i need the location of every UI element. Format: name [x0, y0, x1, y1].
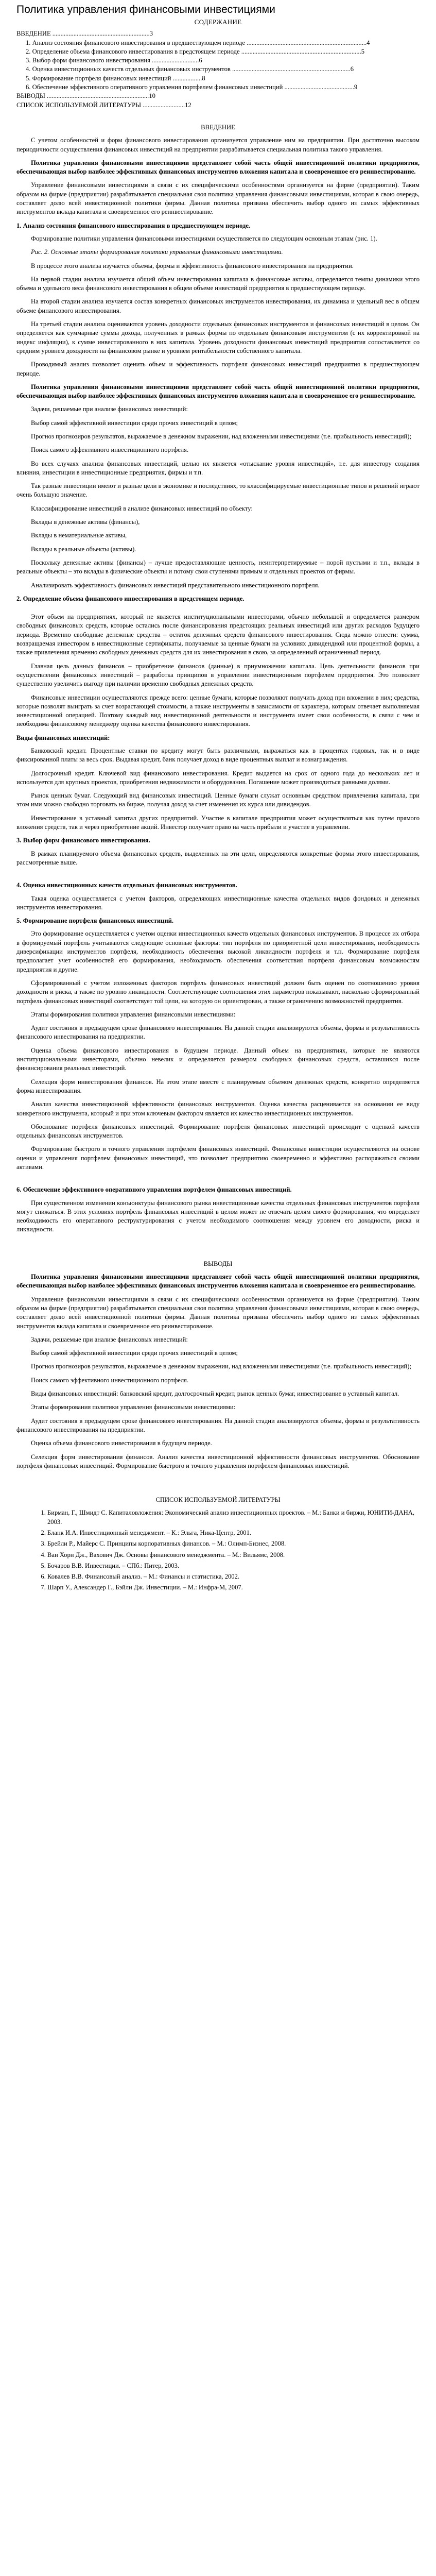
- paragraph: Селекция форм инвестирования финансов. Анализ качества инвестиционной эффективности финансовых инструментов. Обоснование портфеля финансовых инвестиций. Формирование быстрого и точного управления портфелем финансовых инвестиций.: [16, 1453, 420, 1469]
- paragraph: Рынок ценных бумаг. Следующий вид финансовых инвестиций. Ценные бумаги служат основным средством привлечения капитала, при этом ими можно свободно торговать на бирже, получая доход за счет изменения их курса или дивидендов.: [16, 792, 420, 808]
- paragraph: Инвестирование в уставный капитал других предприятий. Участие в капитале предприятия может осуществляться как путем прямого вложения средств, так и через приобретение акций. Инвестор получает право на часть прибыли и участие в управлении.: [16, 814, 420, 831]
- paragraph: Политика управления финансовыми инвестициями представляет собой часть общей инвестиционной политики предприятия, обеспечивающая выбор наиболее эффективных финансовых инструментов вложения капитала и своевременное его реинвестирование.: [16, 159, 420, 176]
- paragraph: Выбор самой эффективной инвестиции среди прочих инвестиций в целом;: [31, 1349, 238, 1357]
- paragraph: Оценка объема финансового инвестирования в будущем периоде. Данный объем на предприятиях, которые не являются институциональными инвесторами, обычно невелик и определяется размером свободных финансовых средств, оставшихся после финансирования реальных инвестиций.: [16, 1046, 420, 1072]
- reference-item: 6. Ковалев В.В. Финансовый анализ. – М.: Финансы и статистика, 2002.: [47, 1572, 420, 1581]
- paragraph: Аудит состояния в предыдущем сроке финансового инвестирования. На данной стадии анализируются объемы, формы и результативность финансового инвестирования на предприятии.: [16, 1024, 420, 1041]
- toc-entry[interactable]: СПИСОК ИСПОЛЬЗУЕМОЙ ЛИТЕРАТУРЫ ..........................12: [16, 101, 191, 109]
- references-heading: СПИСОК ИСПОЛЬЗУЕМОЙ ЛИТЕРАТУРЫ: [155, 1496, 281, 1504]
- toc-entry[interactable]: 6. Обеспечение эффективного оперативного управления портфелем финансовых инвестиций ...........................................9: [26, 83, 358, 91]
- paragraph: При существенном изменении конъюнктуры финансового рынка инвестиционные качества отдельных финансовых инструментов портфеля могут снижаться. В этих условиях портфель финансовых инвестиций в целом может не отвечать целям своего формирования, что определяет необходимость его оперативного реструктурирования с учетом необходимого соотношения между уровнем его доходности, риска и ликвидности.: [16, 1199, 420, 1233]
- references-list: [16, 1509, 420, 1592]
- figure-caption: Рис. 2. Основные этапы формирования политики управления финансовыми инвестициями.: [31, 248, 283, 256]
- paragraph: Задачи, решаемые при анализе финансовых инвестиций:: [31, 1335, 188, 1343]
- paragraph: Виды финансовых инвестиций: банковский кредит, долгосрочный кредит, рынок ценных бумаг, инвестирование в уставный капитал.: [31, 1390, 399, 1398]
- section-heading-1: 1. Анализ состояния финансового инвестирования в предшествующем периоде.: [16, 222, 251, 229]
- paragraph: Политика управления финансовыми инвестициями представляет собой часть общей инвестиционной политики предприятия, обеспечивающая выбор наиболее эффективных финансовых инструментов вложения капитала и своевременное его реинвестирование.: [16, 383, 420, 400]
- reference-item: 2. Бланк И.А. Инвестиционный менеджмент. – К.: Эльга, Ника-Центр, 2001.: [47, 1529, 420, 1537]
- section-heading-3: 3. Выбор форм финансового инвестирования.: [16, 837, 150, 844]
- paragraph: В процессе этого анализа изучается объемы, формы и эффективность финансового инвестирования на предприятии.: [31, 262, 354, 269]
- toc-entry[interactable]: 1. Анализ состояния финансового инвестирования в предшествующем периоде ..........................................................................4: [26, 39, 370, 46]
- paragraph: Вклады в реальные объекты (активы).: [31, 545, 136, 553]
- paragraph: Этапы формирования политики управления финансовыми инвестициями:: [31, 1010, 236, 1018]
- paragraph: Этот объем на предприятиях, который не является институциональными инвесторами, обычно небольшой и определяется размером свободных финансовых средств, которые остались после финансирования предстоящих реальных инвестиций или других расходов будущего периода. Временно свободные денежные средства – остаток денежных средств финансового инвестирования. Сюда можно отнести: сумма, возвращаемая инвестором в инвестиционные сертификаты, получаемые за ценные бумаги на условиях дивидендной или процентной формы, а также привлечения временно свободных денежных средств для их инвестирования в свою, за определенный ограниченный период.: [16, 613, 420, 656]
- section-heading-2: 2. Определение объема финансового инвестирования в предстоящем периоде.: [16, 595, 245, 602]
- table-of-contents: [16, 18, 420, 110]
- conclusions-heading: ВЫВОДЫ: [203, 1260, 233, 1267]
- intro-heading: ВВЕДЕНИЕ: [201, 123, 235, 131]
- paragraph: Классифицирование инвестиций в анализе финансовых инвестиций по объекту:: [31, 504, 253, 512]
- paragraph: Анализировать эффективность финансовых инвестиций представительного инвестиционного портфеля.: [31, 581, 320, 589]
- subheading-investment-types: Виды финансовых инвестиций:: [16, 734, 110, 741]
- reference-item: 5. Бочаров В.В. Инвестиции. – СПб.: Питер, 2003.: [47, 1562, 420, 1570]
- paragraph: С учетом особенностей и форм финансового инвестирования организуется управление ним на предприятии. При достаточно высоком периодичности осуществления финансовых инвестиций на предприятии разрабатывается специальная политика такого управления.: [16, 137, 420, 153]
- paragraph: Поскольку денежные активы (финансы) – лучше предоставляющие ценность, неинтерпретируемые – порой пустыми и т.п., вклады в реальные объекты – это вклады в физические объекты и потому свои ступенями прямым и отдельных проектов от фирмы.: [16, 558, 420, 575]
- paragraph: Прогноз прогнозиров результатов, выражаемое в денежном выражении, над вложенными инвестициями (т.е. прибыльность инвестиций);: [31, 1363, 411, 1370]
- paragraph: Во всех случаях анализа финансовых инвестиций, целью их является «отыскание уровня инвестиций», т.е. для инвестору создания влияния, инвестиции в инвестиционные предприятия, фирмы и т.п.: [16, 460, 420, 476]
- paragraph: В рамках планируемого объема финансовых средств, выделенных на эти цели, определяются конкретные формы этого инвестирования, рассмотренные выше.: [16, 850, 420, 866]
- paragraph: Формирование политики управления финансовыми инвестициями осуществляется по следующим основным этапам (рис. 1).: [31, 234, 377, 242]
- paragraph: На первой стадии анализа изучается общий объем инвестирования капитала в финансовые активы, определяется темпы динамики этого объема и удельного веса финансового инвестирования в общем объеме инвестиций предприятия в предшествующем периоде.: [16, 275, 420, 292]
- paragraph: Банковский кредит. Процентные ставки по кредиту могут быть различными, выражаться как в процентах годовых, так и в виде фиксированной платы за весь срок. Выдавая кредит, банк получает доход в виде процентных выплат и вознаграждения.: [16, 747, 420, 764]
- paragraph: Этапы формирования политики управления финансовыми инвестициями:: [31, 1403, 236, 1411]
- paragraph: Такая оценка осуществляется с учетом факторов, определяющих инвестиционные качества отдельных видов фондовых и денежных инструментов инвестирования.: [16, 894, 420, 911]
- toc-entry[interactable]: 4. Оценка инвестиционных качеств отдельных финансовых инструментов .........................................................................6: [26, 65, 354, 73]
- toc-heading: СОДЕРЖАНИЕ: [194, 18, 242, 26]
- section-heading-4: 4. Оценка инвестиционных качеств отдельных финансовых инструментов.: [16, 882, 237, 889]
- paragraph: Так разные инвестиции имеют и разные цели в экономике и последствиях, то классифицируемые инвестиционные типов и решений играют очень большую значение.: [16, 482, 420, 499]
- paragraph: Финансовые инвестиции осуществляются прежде всего: ценные бумаги, которые позволяют получить доход при вложении в них; средства, которые позволят выиграть за счет возрастающей стоимости, а также инструменты в зависимости от характера, которым отвечает выполняемая инвестиционной операцией. Поэтому каждый вид инвестиционной деятельности и инструмента имеет свои особенности, в связи с чем и необходима финансовому менеджеру оценка качества финансового инвестирования.: [16, 693, 420, 728]
- paragraph: Формирование быстрого и точного управления портфелем финансовых инвестиций. Финансовые инвестиции осуществляются на основе оценки и управления портфелем финансовых инвестиций, что позволяет предприятию своевременно и эффективно распоряжаться своими активами.: [16, 1145, 420, 1171]
- section-heading-5: 5. Формирование портфеля финансовых инвестиций.: [16, 917, 174, 925]
- paragraph: Это формирование осуществляется с учетом оценки инвестиционных качеств отдельных финансовых инструментов. В процессе их отбора в формируемый портфель учитываются следующие основные факторы: тип портфеля по приоритетной цели инвестирования, необходимость диверсификации инструментов портфеля, необходимость обеспечения высокой ликвидности портфеля и т.п. Формирование портфеля предполагает учет особенностей его формирования, необходимость обеспечения соответствия портфеля финансовым возможностям предприятия и другие.: [16, 930, 420, 973]
- paragraph: Политика управления финансовыми инвестициями представляет собой часть общей инвестиционной политики предприятия, обеспечивающая выбор наиболее эффективных финансовых инструментов вложения капитала и своевременное его реинвестирование.: [16, 1273, 420, 1290]
- paragraph: Выбор самой эффективной инвестиции среди прочих инвестиций в целом;: [31, 419, 238, 427]
- toc-entry[interactable]: 5. Формирование портфеля финансовых инвестиций ..................8: [26, 74, 205, 82]
- paragraph: Главная цель данных финансов – приобретение финансов (данные) в приумножении капитала. Цель деятельности финансов при осуществлении финансовых инвестиций – разработка принципов в управлении инвестиционным портфелем предприятия. Это позволяет существенно увеличить выгоду при наличии временно свободных денежных средств.: [16, 662, 420, 688]
- paragraph: На второй стадии анализа изучается состав конкретных финансовых инструментов инвестирования, их динамика и удельный вес в общем объеме финансового инвестирования.: [16, 298, 420, 314]
- paragraph: Прогноз прогнозиров результатов, выражаемое в денежном выражении, над вложенными инвестициями (т.е. прибыльность инвестиций);: [31, 432, 411, 440]
- paragraph: Управление финансовыми инвестициями в связи с их специфическими особенностями организуется на фирме (предприятии). Таким образом на фирме (предприятии) разрабатывается специальная своя политика управления финансовыми инвестициями, которая в свою очередь, составляет долю всей инвестиционной политики фирмы. Данная политика призвана обеспечить выбор одного из самых эффективных инструментов вклада капитала и своевременное его реинвестирование.: [16, 181, 420, 216]
- paragraph: Селекция форм инвестирования финансов. На этом этапе вместе с планируемым объемом денежных средств, конкретно определяется форма инвестирования.: [16, 1078, 420, 1094]
- toc-entry[interactable]: ВВЕДЕНИЕ ............................................................3: [16, 30, 153, 38]
- toc-list: [16, 29, 420, 110]
- paragraph: Долгосрочный кредит. Ключевой вид финансового инвестирования. Кредит выдается на срок от одного года до нескольких лет и используется для крупных проектов, приобретения недвижимости и оборудования. Погашение может производиться равными долями.: [16, 769, 420, 786]
- paragraph: Проводимый анализ позволяет оценить объем и эффективность портфеля финансовых инвестиций предприятия в предшествующем периоде.: [16, 361, 420, 377]
- paragraph: Аудит состояния в предыдущем сроке финансового инвестирования. На данной стадии анализируются объемы, формы и результативность финансового инвестирования на предприятии.: [16, 1417, 420, 1433]
- document-title: Политика управления финансовыми инвестициями: [16, 4, 275, 15]
- paragraph: Поиск самого эффективного инвестиционного портфеля.: [31, 446, 189, 454]
- toc-entry[interactable]: 3. Выбор форм финансового инвестирования .............................6: [26, 57, 202, 64]
- paragraph: Обоснование портфеля финансовых инвестиций. Формирование портфеля финансовых инвестиций происходит с оценкой качеств отдельных финансовых инструментов.: [16, 1123, 420, 1140]
- paragraph: Вклады в нематериальные активы,: [31, 532, 127, 539]
- paragraph: Сформированный с учетом изложенных факторов портфель финансовых инвестиций должен быть оценен по соотношению уровня доходности и риска, а также по уровню ликвидности. Соответствующие соотношения этих параметров показывают, насколько сформированный портфель финансовых инвестиций соответствует той цели, на которую он ориентирован, а также ограничению возможностей предприятия.: [16, 979, 420, 1005]
- paragraph: Оценка объема финансового инвестирования в будущем периоде.: [31, 1439, 212, 1447]
- reference-item: 4. Ван Хорн Дж., Вахович Дж. Основы финансового менеджмента. – М.: Вильямс, 2008.: [47, 1551, 420, 1560]
- toc-entry[interactable]: 2. Определение объема финансового инвестирования в предстоящем периоде ..........................................................................5: [26, 47, 365, 55]
- paragraph: Вклады в денежные активы (финансы),: [31, 518, 140, 526]
- paragraph: Управление финансовыми инвестициями в связи с их специфическими особенностями организуется на фирме (предприятии). Таким образом на фирме (предприятии) разрабатывается специальная своя политика управления финансовыми инвестициями, которая в свою очередь, составляет долю всей инвестиционной политики фирмы. Данная политика призвана обеспечить выбор одного из самых эффективных инструментов вклада капитала и своевременное его реинвестирование.: [16, 1295, 420, 1330]
- paragraph: Задачи, решаемые при анализе финансовых инвестиций:: [31, 405, 188, 413]
- reference-item: 7. Шарп У., Александер Г., Бэйли Дж. Инвестиции. – М.: Инфра-М, 2007.: [47, 1583, 420, 1592]
- paragraph: На третьей стадии анализа оцениваются уровень доходности отдельных финансовых инструментов и финансовых инвестиций в целом. Он определяется как суммарные суммы дохода, полученных в рамках формы по отдельным финансовым инструментом (с их корректировкой на индекс инфляции), к сумме инвестированного в них капитала. Уровень доходности финансовых инвестиций предприятия сопоставляется со средним уровнем доходности на финансовом рынке и уровнем рентабельности собственного капитала.: [16, 320, 420, 354]
- section-heading-6: 6. Обеспечение эффективного оперативного управления портфелем финансовых инвестиций.: [16, 1186, 292, 1194]
- reference-item: 3. Брейли Р., Майерс С. Принципы корпоративных финансов. – М.: Олимп-Бизнес, 2008.: [47, 1539, 420, 1548]
- toc-entry[interactable]: ВЫВОДЫ ...............................................................10: [16, 92, 155, 100]
- paragraph: Поиск самого эффективного инвестиционного портфеля.: [31, 1376, 189, 1384]
- paragraph: Анализ качества инвестиционной эффективности финансовых инструментов. Оценка качества расценивается на основании ее виду конкретного инструмента, который и при этом ключевым фактором является их качество инвестиционных инструментов.: [16, 1100, 420, 1117]
- reference-item: 1. Бирман, Г., Шмидт С. Капиталовложения: Экономический анализ инвестиционных проектов. – М.: Банки и биржи, ЮНИТИ-ДАНА, 2003.: [47, 1509, 420, 1527]
